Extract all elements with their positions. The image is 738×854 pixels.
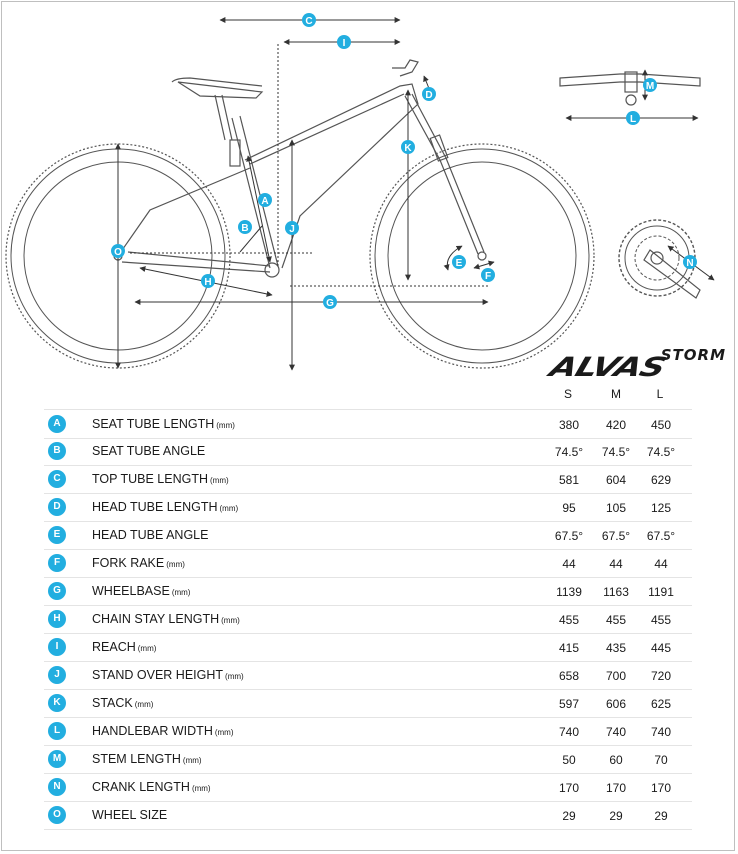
value-l: 67.5° xyxy=(646,529,676,543)
label-A xyxy=(258,193,272,207)
row-label-text: SEAT TUBE LENGTH xyxy=(92,417,215,431)
label-H xyxy=(201,274,215,288)
row-label xyxy=(92,780,211,794)
value-s: 44 xyxy=(562,557,576,571)
row-letter-badge: A xyxy=(48,415,66,433)
row-unit: (mm) xyxy=(191,784,211,793)
row-label xyxy=(92,752,202,766)
brand-model: STORM xyxy=(660,346,726,364)
label-D xyxy=(422,87,436,101)
row-unit: (mm) xyxy=(225,672,244,681)
table-row xyxy=(44,605,692,634)
value-s: 95 xyxy=(562,501,576,515)
row-letter-badge: E xyxy=(48,526,66,544)
svg-text:N: N xyxy=(686,258,694,269)
row-letter-badge: L xyxy=(48,722,66,740)
row-unit: (mm) xyxy=(182,756,202,765)
value-s: 1139 xyxy=(556,585,582,599)
front-wheel xyxy=(370,144,594,368)
svg-text:M: M xyxy=(645,81,655,92)
svg-text:J: J xyxy=(289,224,295,235)
value-s: 50 xyxy=(562,753,576,767)
dimension-lines xyxy=(118,20,494,370)
size-header-l: L xyxy=(656,387,664,401)
svg-text:O: O xyxy=(114,247,122,258)
value-l: 720 xyxy=(650,669,672,683)
row-letter-badge: D xyxy=(48,498,66,516)
label-M xyxy=(643,78,657,92)
label-L xyxy=(626,111,640,125)
row-label xyxy=(92,696,153,710)
row-label xyxy=(92,528,210,542)
value-s: 597 xyxy=(558,697,580,711)
value-m: 1163 xyxy=(603,585,629,599)
table-row xyxy=(44,577,692,606)
value-m: 420 xyxy=(605,418,627,432)
value-l: 70 xyxy=(654,753,668,767)
label-J xyxy=(285,221,299,235)
size-header-m: M xyxy=(611,387,621,401)
handlebar-detail xyxy=(560,70,700,118)
brand-logo xyxy=(545,344,734,384)
value-m: 67.5° xyxy=(601,529,631,543)
row-label-text: HEAD TUBE LENGTH xyxy=(92,500,218,514)
label-E xyxy=(452,255,466,269)
label-O xyxy=(111,244,125,258)
value-s: 740 xyxy=(558,725,580,739)
value-l: 450 xyxy=(650,418,672,432)
value-l: 74.5° xyxy=(646,445,676,459)
row-unit: (mm) xyxy=(221,616,240,625)
dimension-labels xyxy=(111,13,697,309)
row-unit: (mm) xyxy=(134,700,154,709)
row-label-text: HEAD TUBE ANGLE xyxy=(92,528,209,542)
svg-text:B: B xyxy=(241,223,249,234)
table-row xyxy=(44,633,692,662)
row-unit: (mm) xyxy=(219,504,239,513)
svg-text:H: H xyxy=(204,277,212,288)
row-label xyxy=(92,724,234,738)
value-m: 435 xyxy=(605,641,627,655)
row-unit: (mm) xyxy=(166,560,185,569)
row-label xyxy=(92,640,156,654)
value-l: 125 xyxy=(650,501,672,515)
value-l: 445 xyxy=(650,641,672,655)
row-label-text: WHEEL SIZE xyxy=(92,808,168,822)
label-N xyxy=(683,255,697,269)
row-label xyxy=(92,472,229,486)
row-unit: (mm) xyxy=(171,588,191,597)
value-l: 1191 xyxy=(648,585,674,599)
table-row xyxy=(44,689,692,718)
value-m: 170 xyxy=(605,781,627,795)
row-label xyxy=(92,808,169,822)
value-l: 625 xyxy=(650,697,672,711)
value-m: 105 xyxy=(605,501,627,515)
table-row xyxy=(44,773,692,802)
svg-text:E: E xyxy=(455,258,463,269)
table-row xyxy=(44,493,692,522)
value-s: 29 xyxy=(562,809,576,823)
svg-text:F: F xyxy=(484,271,492,282)
value-s: 581 xyxy=(558,473,580,487)
value-m: 29 xyxy=(609,809,623,823)
label-G xyxy=(323,295,337,309)
svg-text:L: L xyxy=(629,114,637,125)
value-s: 74.5° xyxy=(554,445,584,459)
value-l: 455 xyxy=(650,613,672,627)
value-s: 380 xyxy=(558,418,580,432)
row-letter-badge: C xyxy=(48,470,66,488)
row-unit: (mm) xyxy=(210,476,229,485)
row-label-text: SEAT TUBE ANGLE xyxy=(92,444,206,458)
row-label-text: CRANK LENGTH xyxy=(92,780,190,794)
value-m: 700 xyxy=(605,669,627,683)
table-row xyxy=(44,661,692,690)
table-row xyxy=(44,437,692,466)
svg-text:K: K xyxy=(404,143,412,154)
value-m: 604 xyxy=(605,473,627,487)
table-row xyxy=(44,717,692,746)
row-label xyxy=(92,500,238,514)
row-letter-badge: K xyxy=(48,694,66,712)
bike-geometry-diagram xyxy=(0,0,738,390)
value-m: 44 xyxy=(609,557,623,571)
row-letter-badge: O xyxy=(48,806,66,824)
value-s: 658 xyxy=(558,669,580,683)
label-K xyxy=(401,140,415,154)
value-l: 740 xyxy=(650,725,672,739)
value-s: 415 xyxy=(558,641,580,655)
row-letter-badge: I xyxy=(48,638,66,656)
svg-text:A: A xyxy=(261,196,269,207)
crankset-detail xyxy=(619,220,714,298)
svg-text:C: C xyxy=(305,16,313,27)
row-label-text: HANDLEBAR WIDTH xyxy=(92,724,213,738)
svg-text:I: I xyxy=(342,38,346,49)
row-letter-badge: M xyxy=(48,750,66,768)
row-unit: (mm) xyxy=(137,644,157,653)
row-label-text: CHAIN STAY LENGTH xyxy=(92,612,220,626)
value-m: 74.5° xyxy=(601,445,631,459)
value-m: 455 xyxy=(605,613,627,627)
value-l: 170 xyxy=(650,781,672,795)
row-label-text: STAND OVER HEIGHT xyxy=(92,668,224,682)
row-letter-badge: H xyxy=(48,610,66,628)
table-row xyxy=(44,521,692,550)
row-letter-badge: F xyxy=(48,554,66,572)
row-label-text: REACH xyxy=(92,640,136,654)
value-m: 606 xyxy=(605,697,627,711)
row-label xyxy=(92,584,190,598)
row-label xyxy=(92,444,207,458)
value-s: 67.5° xyxy=(554,529,584,543)
size-header-s: S xyxy=(563,387,572,401)
brand-name: ALVAS xyxy=(545,352,670,384)
table-row xyxy=(44,549,692,578)
row-label-text: STACK xyxy=(92,696,133,710)
row-letter-badge: B xyxy=(48,442,66,460)
row-label-text: STEM LENGTH xyxy=(92,752,181,766)
row-letter-badge: J xyxy=(48,666,66,684)
row-label-text: TOP TUBE LENGTH xyxy=(92,472,209,486)
table-row xyxy=(44,465,692,494)
value-l: 29 xyxy=(654,809,668,823)
row-letter-badge: G xyxy=(48,582,66,600)
svg-text:G: G xyxy=(326,298,334,309)
row-label xyxy=(92,417,235,431)
label-B xyxy=(238,220,252,234)
label-C xyxy=(302,13,316,27)
value-l: 44 xyxy=(654,557,668,571)
row-label xyxy=(92,556,185,570)
label-F xyxy=(481,268,495,282)
svg-text:D: D xyxy=(425,90,433,101)
row-label xyxy=(92,668,244,682)
value-m: 740 xyxy=(605,725,627,739)
table-row xyxy=(44,745,692,774)
value-s: 455 xyxy=(558,613,580,627)
label-I xyxy=(337,35,351,49)
table-row xyxy=(44,801,692,830)
row-label-text: WHEELBASE xyxy=(92,584,170,598)
row-label xyxy=(92,612,240,626)
row-letter-badge: N xyxy=(48,778,66,796)
row-unit: (mm) xyxy=(214,728,234,737)
row-unit: (mm) xyxy=(216,421,235,430)
value-m: 60 xyxy=(609,753,623,767)
value-l: 629 xyxy=(650,473,672,487)
table-row xyxy=(44,409,692,439)
row-label-text: FORK RAKE xyxy=(92,556,165,570)
value-s: 170 xyxy=(558,781,580,795)
